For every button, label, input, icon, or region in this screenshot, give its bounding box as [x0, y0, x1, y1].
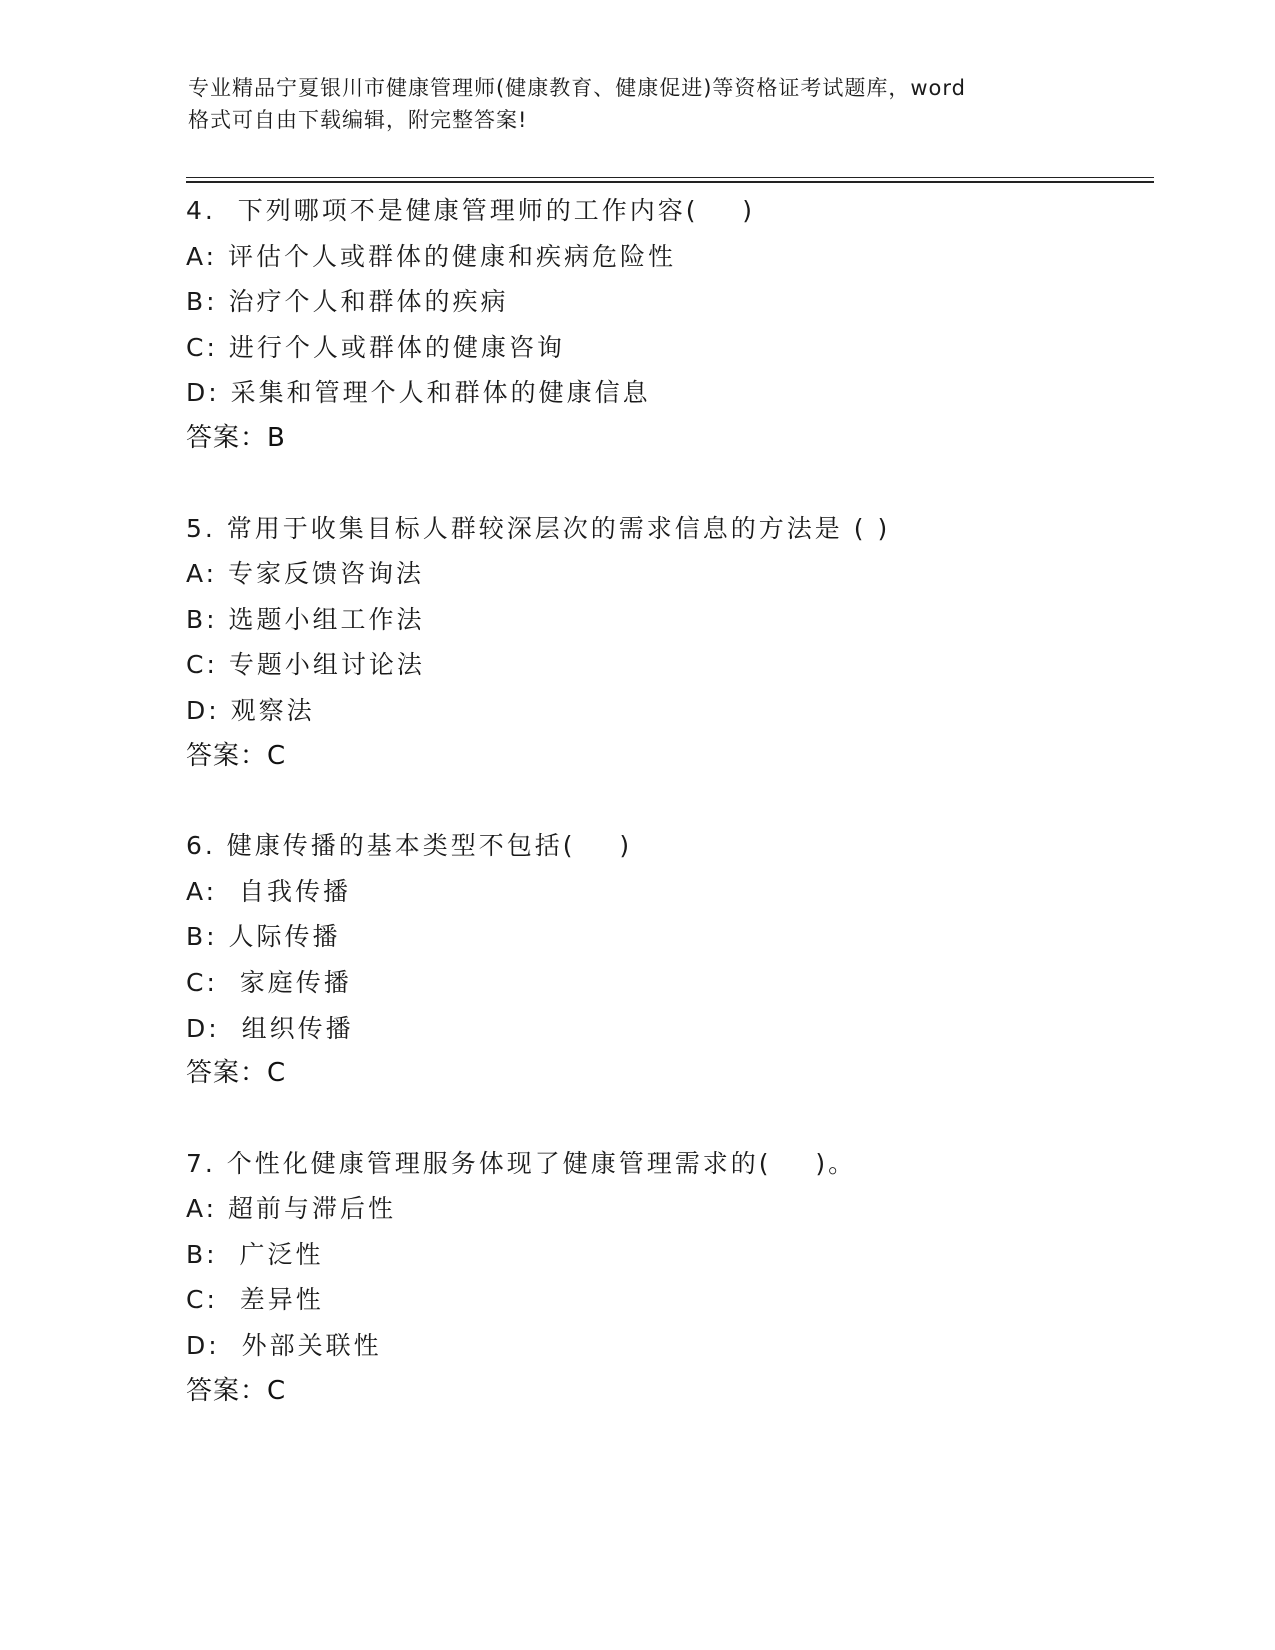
- question-stem: 6. 健康传播的基本类型不包括( ): [186, 831, 633, 861]
- question-stem: 5. 常用于收集目标人群较深层次的需求信息的方法是 ( ): [186, 513, 891, 543]
- option-a: A: 自我传播: [186, 876, 351, 906]
- option-c: C: 专题小组讨论法: [186, 650, 425, 680]
- question-stem: 4. 下列哪项不是健康管理师的工作内容( ): [186, 196, 756, 225]
- header-line-1: 专业精品宁夏银川市健康管理师(健康教育、健康促进)等资格证考试题库，word: [188, 76, 967, 100]
- option-d: D: 观察法: [186, 695, 315, 725]
- question-7: [186, 1141, 1146, 1415]
- option-a: A: 超前与滞后性: [186, 1194, 397, 1224]
- answer-text: 答案：B: [186, 422, 286, 453]
- header-line-2: 格式可自由下载编辑，附完整答案!: [188, 108, 528, 132]
- option-a: A: 评估个人或群体的健康和疾病危险性: [186, 241, 677, 271]
- question-6: [186, 823, 1146, 1097]
- option-b: B: 人际传播: [186, 922, 341, 952]
- option-c: C: 差异性: [186, 1285, 324, 1315]
- option-a: A: 专家反馈咨询法: [186, 559, 425, 589]
- question-stem: 7. 个性化健康管理服务体现了健康管理需求的( )。: [186, 1148, 857, 1178]
- option-d: D: 外部关联性: [186, 1331, 382, 1361]
- header-divider-thin: [186, 177, 1154, 178]
- question-list: [186, 188, 1146, 1458]
- question-5: [186, 506, 1146, 780]
- question-4: [186, 188, 1146, 462]
- answer-text: 答案：C: [186, 740, 287, 771]
- answer-text: 答案：C: [186, 1375, 287, 1406]
- option-b: B: 选题小组工作法: [186, 604, 425, 634]
- option-d: D: 采集和管理个人和群体的健康信息: [186, 378, 651, 408]
- option-d: D: 组织传播: [186, 1013, 354, 1043]
- document-header: [188, 72, 1068, 136]
- answer-text: 答案：C: [186, 1058, 287, 1089]
- option-c: C: 进行个人或群体的健康咨询: [186, 332, 565, 362]
- header-divider-thick: [186, 181, 1154, 183]
- option-c: C: 家庭传播: [186, 967, 352, 997]
- option-b: B: 广泛性: [186, 1239, 324, 1269]
- option-b: B: 治疗个人和群体的疾病: [186, 287, 509, 317]
